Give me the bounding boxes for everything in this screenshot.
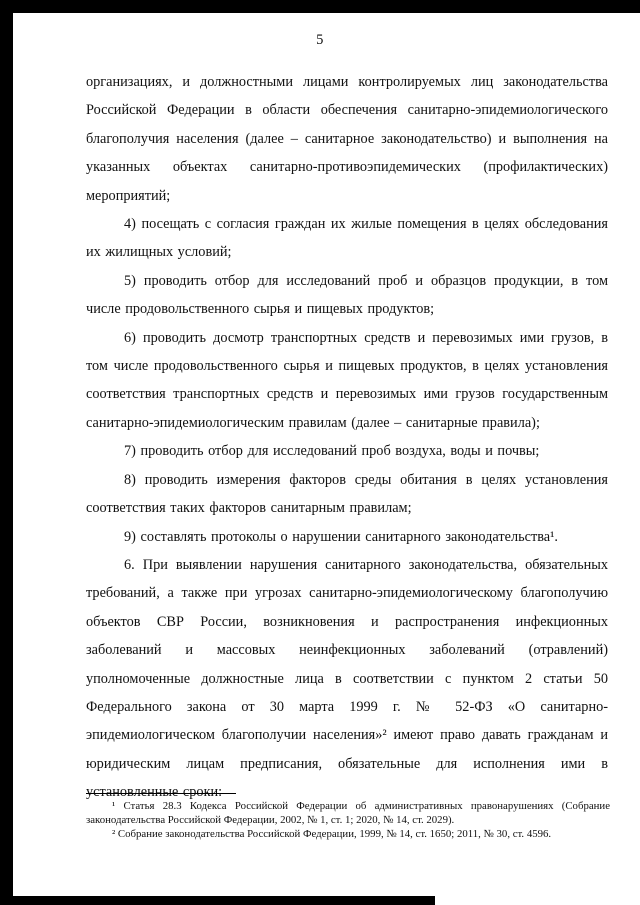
- scan-border-left: [0, 0, 13, 905]
- scan-border-bottom: [0, 896, 435, 905]
- paragraph-item-5: 5) проводить отбор для исследований проб и образцов продукции, в том числе продовольственного сырья и пищевых продуктов;: [86, 272, 608, 318]
- paragraph-continuation: организациях, и должностными лицами контролируемых лиц законодательства Российской Федерации в области обеспечения санитарно-эпидемиологического благополучия населения (далее – санитарное законодательство) и выполнения на указанных объектах санитарно-противоэпидемических (профилактических) мероприятий;: [86, 74, 608, 204]
- page-number: 5: [316, 32, 324, 48]
- paragraph-item-4: 4) посещать с согласия граждан их жилые помещения в целях обследования их жилищных условий;: [86, 216, 608, 261]
- paragraph-clause-6: 6. При выявлении нарушения санитарного законодательства, обязательных требований, а также при угрозах санитарно-эпидемиологическому благополучию объектов СВР России, возникновения и распространения инфекционных заболеваний и массовых неинфекционных заболеваний (отравлений) уполномоченные должностные лица в соответствии с пунктом 2 статьи 50 Федерального закона от 30 марта 1999 г. № 52-ФЗ «О санитарно-эпидемиологическом благополучии населения»² имеют право давать гражданам и юридическим лицам предписания, обязательные для исполнения ими в установленные сроки:: [86, 556, 608, 801]
- footnote-1: ¹ Статья 28.3 Кодекса Российской Федерации об административных правонарушениях (Собрание законодательства Российской Федерации, 2002, № 1, ст. 1; 2020, № 14, ст. 2029).: [86, 800, 610, 826]
- paragraph-item-8: 8) проводить измерения факторов среды обитания в целях установления соответствия таких факторов санитарным правилам;: [86, 471, 608, 517]
- footnotes-section: [86, 793, 610, 841]
- document-body: [86, 68, 608, 807]
- paragraph-item-9: 9) составлять протоколы о нарушении санитарного законодательства¹.: [124, 528, 558, 545]
- paragraph-item-7: 7) проводить отбор для исследований проб воздуха, воды и почвы;: [124, 443, 540, 460]
- footnote-separator: [86, 793, 236, 794]
- footnote-2: ² Собрание законодательства Российской Федерации, 1999, № 14, ст. 1650; 2011, № 30, ст. 4596.: [112, 828, 552, 840]
- scan-border-top: [0, 0, 640, 13]
- paragraph-item-6: 6) проводить досмотр транспортных средств и перевозимых ими грузов, в том числе продовольственного сырья и пищевых продуктов, в целях установления соответствия транспортных средств и перевозимых ими грузов государственным санитарно-эпидемиологическим правилам (далее – санитарные правила);: [86, 329, 608, 431]
